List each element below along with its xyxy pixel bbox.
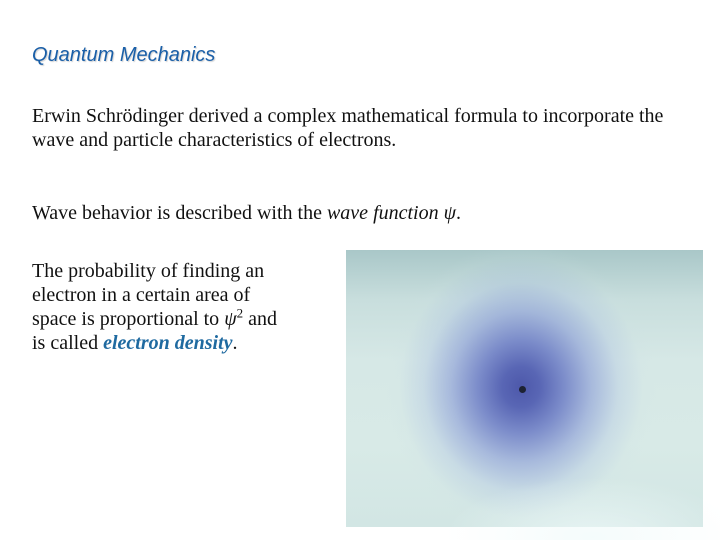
density-line-4 [32, 331, 342, 355]
electron-density-term: electron density [103, 332, 233, 354]
slide-title: Quantum Mechanics [32, 44, 216, 66]
density-line-3 [32, 307, 342, 331]
psi-squared-symbol: ψ [224, 308, 237, 330]
superscript-two: 2 [236, 305, 244, 321]
wave-text-lead: Wave behavior is described with the [32, 202, 327, 224]
paragraph-electron-density [32, 259, 342, 355]
density-line-3-lead: space is proportional to [32, 308, 225, 330]
panel-highlight [443, 477, 720, 540]
density-line-2: electron in a certain area of [32, 284, 251, 306]
paragraph-schrodinger: Erwin Schrödinger derived a complex mathematical formula to incorporate the wave and particle characteristics of electrons. [32, 105, 664, 151]
density-line-4-lead: is called [32, 332, 104, 354]
density-line-1: The probability of finding an [32, 260, 265, 282]
nucleus-dot [519, 386, 526, 393]
wave-text-trail: . [456, 202, 462, 224]
density-line-3-trail: and [243, 308, 277, 330]
psi-symbol: ψ [443, 202, 457, 224]
density-line-4-trail: . [232, 332, 238, 354]
paragraph-wave-function [32, 201, 692, 225]
wave-function-term: wave function [326, 202, 439, 224]
